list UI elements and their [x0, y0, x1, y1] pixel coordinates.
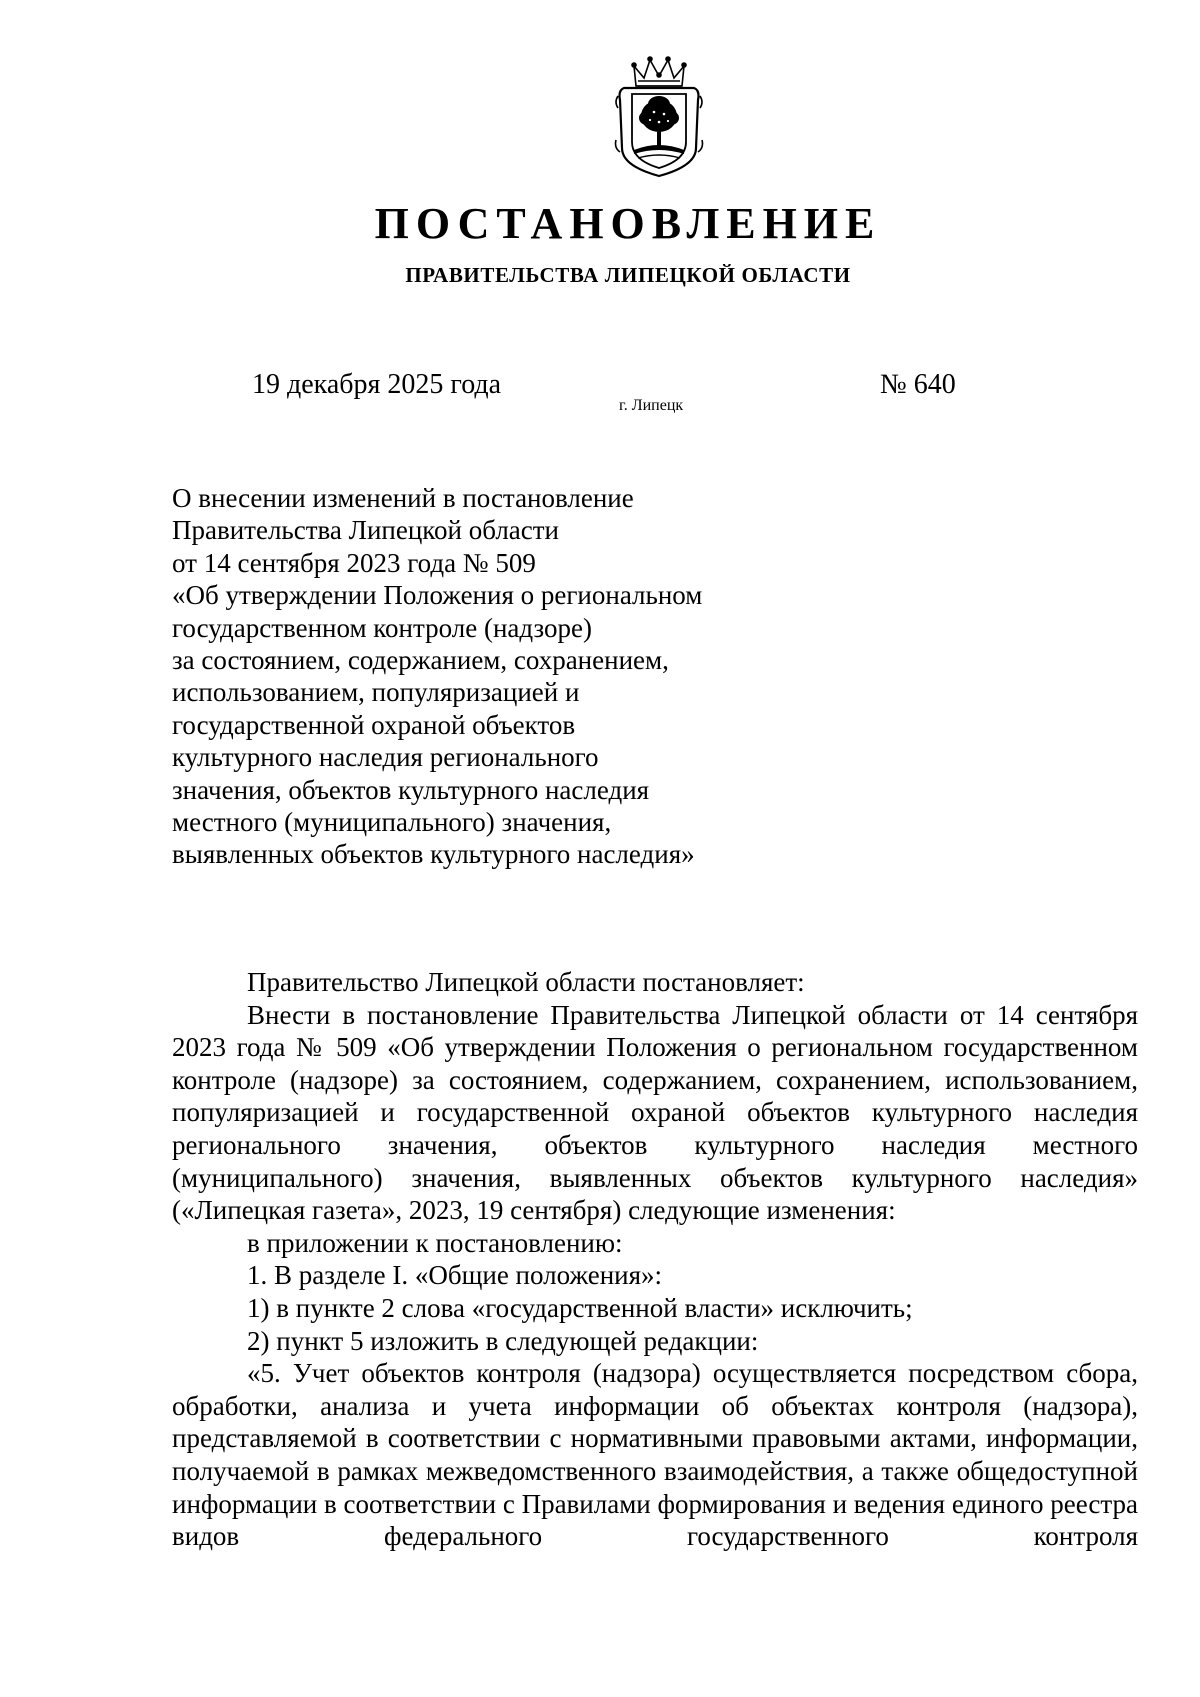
subject-line: от 14 сентября 2023 года № 509 — [172, 547, 536, 578]
issuer-title: ПРАВИТЕЛЬСТВА ЛИПЕЦКОЙ ОБЛАСТИ — [405, 263, 851, 287]
document-place: г. Липецк — [619, 397, 684, 414]
body-paragraph: в приложении к постановлению: — [247, 1227, 623, 1258]
body-paragraph-preamble: Правительство Липецкой области постановляет: — [247, 967, 805, 997]
document-number: № 640 — [880, 369, 956, 400]
body-paragraph: 1. В разделе I. «Общие положения»: — [247, 1260, 663, 1291]
subject-line: использованием, популяризацией и — [172, 677, 580, 708]
document-body — [172, 966, 1138, 1553]
subject-line: значения, объектов культурного наследия — [172, 774, 650, 805]
document-type-title: ПОСТАНОВЛЕНИЕ — [374, 199, 882, 248]
coat-of-arms-icon — [614, 56, 704, 178]
subject-line: выявленных объектов культурного наследия» — [172, 839, 695, 870]
subject-line: Правительства Липецкой области — [172, 515, 560, 546]
subject-line: местного (муниципального) значения, — [172, 807, 612, 838]
subject-line: государственной охраной объектов — [172, 709, 576, 740]
body-paragraph: 2) пункт 5 изложить в следующей редакции: — [247, 1325, 759, 1356]
document-subject — [172, 482, 812, 871]
subject-line: государственном контроле (надзоре) — [172, 612, 592, 643]
body-paragraph: 1) в пункте 2 слова «государственной власти» исключить; — [247, 1292, 913, 1323]
subject-line: за состоянием, содержанием, сохранением, — [172, 645, 669, 676]
subject-line: «Об утверждении Положения о региональном — [172, 580, 703, 611]
body-paragraph-main: Внести в постановление Правительства Липецкой области от 14 сентября 2023 года № 509 «Об утверждении Положения о региональном государственном контроле (надзоре) за состоянием, содержанием, сохранением, использованием, популяризацией и государственной охраной объектов культурного наследия регионального значения, объектов культурного наследия местного (муниципального) значения, выявленных объектов культурного наследия» («Липецкая газета», 2023, 19 сентября) следующие изменения: — [172, 999, 1138, 1226]
body-paragraph: «5. Учет объектов контроля (надзора) осуществляется посредством сбора, обработки, анализа и учета информации об объектах контроля (надзора), представляемой в соответствии с нормативными правовыми актами, информации, получаемой в рамках межведомственного взаимодействия, а также общедоступной информации в соответствии с Правилами формирования и ведения единого реестра видов федерального государственного контроля — [172, 1358, 1138, 1552]
subject-line: культурного наследия регионального — [172, 742, 599, 773]
document-date: 19 декабря 2025 года — [252, 369, 502, 400]
subject-line: О внесении изменений в постановление — [172, 483, 634, 513]
